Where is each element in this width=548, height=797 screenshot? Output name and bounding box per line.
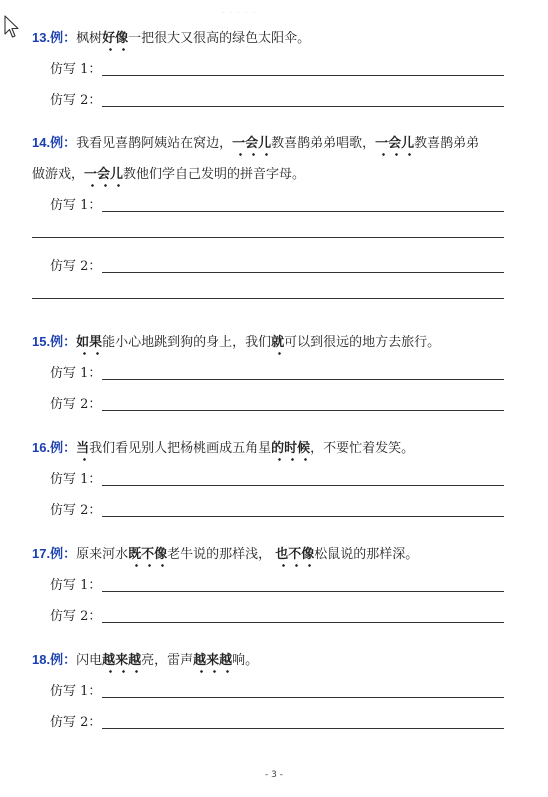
question-text-line: [32, 326, 504, 358]
answer-label: 仿写 2：: [50, 397, 102, 412]
answer-label: 仿写 1：: [50, 366, 102, 381]
emphasized-phrase: 越来越: [193, 653, 233, 668]
answer-row: [32, 676, 504, 707]
emphasized-phrase: 一会儿: [375, 136, 415, 151]
sentence-text: 松鼠说的那样深。: [314, 547, 419, 562]
answer-line[interactable]: [102, 272, 504, 273]
sentence-text: 我们看见别人把杨桃画成五角星: [89, 441, 272, 456]
sentence-text: 我看见喜鹊阿姨站在窝边，: [76, 136, 233, 151]
question-18: [32, 644, 504, 738]
emphasized-phrase: 一会儿: [84, 167, 124, 182]
sentence-text: 教喜鹊弟弟: [414, 136, 480, 151]
answer-line[interactable]: [32, 237, 504, 238]
example-label: 例：: [50, 335, 77, 350]
question-17: [32, 538, 504, 632]
answer-label: 仿写 1：: [50, 684, 102, 699]
answer-line[interactable]: [102, 106, 504, 107]
answer-line[interactable]: [102, 622, 504, 623]
answer-continuation-row: [32, 221, 504, 251]
answer-line[interactable]: [102, 211, 504, 212]
answer-label: 仿写 1：: [50, 62, 102, 77]
question-text-line: [32, 159, 504, 190]
emphasized-phrase: 当: [76, 441, 90, 456]
example-label: 例：: [50, 441, 77, 456]
answer-label: 仿写 2：: [50, 609, 102, 624]
page-number: - 3 -: [265, 770, 283, 780]
question-text-line: [32, 127, 504, 159]
sentence-text: 可以到很远的地方去旅行。: [284, 335, 441, 350]
sentence-text: 枫树: [76, 31, 103, 46]
answer-line[interactable]: [102, 516, 504, 517]
answer-row: [32, 251, 504, 282]
mouse-pointer-icon: [4, 15, 20, 39]
question-text-line: [32, 432, 504, 464]
example-label: 例：: [50, 136, 77, 151]
question-number: 16.: [32, 440, 51, 455]
example-label: 例：: [50, 31, 77, 46]
question-13: [32, 22, 504, 116]
emphasized-phrase: 如果: [76, 335, 103, 350]
emphasized-phrase: 就: [271, 335, 285, 350]
answer-line[interactable]: [102, 728, 504, 729]
sentence-text: 亮，雷声: [141, 653, 194, 668]
answer-line[interactable]: [102, 697, 504, 698]
emphasized-phrase: 也不像: [275, 547, 315, 562]
answer-label: 仿写 1：: [50, 472, 102, 487]
emphasized-phrase: 好像: [102, 31, 129, 46]
sentence-text: 教他们学自己发明的拼音字母。: [123, 167, 306, 182]
example-label: 例：: [50, 653, 77, 668]
answer-row: [32, 358, 504, 389]
answer-continuation-row: [32, 282, 504, 312]
answer-row: [32, 389, 504, 420]
sentence-text: 教喜鹊弟弟唱歌，: [271, 136, 376, 151]
answer-row: [32, 601, 504, 632]
answer-row: [32, 707, 504, 738]
answer-row: [32, 570, 504, 601]
sentence-text: ，不要忙着发笑。: [310, 441, 415, 456]
sentence-text: 老牛说的那样浅，: [167, 547, 276, 562]
header-dots: · · · · ·: [222, 10, 258, 17]
answer-label: 仿写 2：: [50, 503, 102, 518]
question-14: [32, 127, 504, 312]
sentence-text: 做游戏，: [32, 167, 85, 182]
emphasized-phrase: 越来越: [102, 653, 142, 668]
sentence-text: 原来河水: [76, 547, 129, 562]
answer-row: [32, 54, 504, 85]
answer-label: 仿写 2：: [50, 259, 102, 274]
answer-line[interactable]: [102, 379, 504, 380]
answer-line[interactable]: [102, 75, 504, 76]
answer-line[interactable]: [102, 591, 504, 592]
question-text-line: [32, 538, 504, 570]
emphasized-phrase: 一会儿: [232, 136, 272, 151]
question-text-line: [32, 22, 504, 54]
question-number: 13.: [32, 30, 51, 45]
question-text-line: [32, 644, 504, 676]
answer-line[interactable]: [102, 410, 504, 411]
sentence-text: 能小心地跳到狗的身上，我们: [102, 335, 272, 350]
example-label: 例：: [50, 547, 77, 562]
sentence-text: 闪电: [76, 653, 103, 668]
emphasized-phrase: 的时候: [271, 441, 311, 456]
question-number: 15.: [32, 334, 51, 349]
question-15: [32, 326, 504, 420]
answer-row: [32, 464, 504, 495]
answer-line[interactable]: [102, 485, 504, 486]
answer-label: 仿写 1：: [50, 198, 102, 213]
answer-line[interactable]: [32, 298, 504, 299]
answer-row: [32, 190, 504, 221]
question-16: [32, 432, 504, 526]
sentence-text: 一把很大又很高的绿色太阳伞。: [128, 31, 311, 46]
answer-label: 仿写 2：: [50, 715, 102, 730]
question-number: 14.: [32, 135, 51, 150]
answer-row: [32, 85, 504, 116]
answer-label: 仿写 1：: [50, 578, 102, 593]
sentence-text: 响。: [232, 653, 259, 668]
question-number: 17.: [32, 546, 51, 561]
answer-row: [32, 495, 504, 526]
answer-label: 仿写 2：: [50, 93, 102, 108]
emphasized-phrase: 既不像: [128, 547, 168, 562]
question-number: 18.: [32, 652, 51, 667]
